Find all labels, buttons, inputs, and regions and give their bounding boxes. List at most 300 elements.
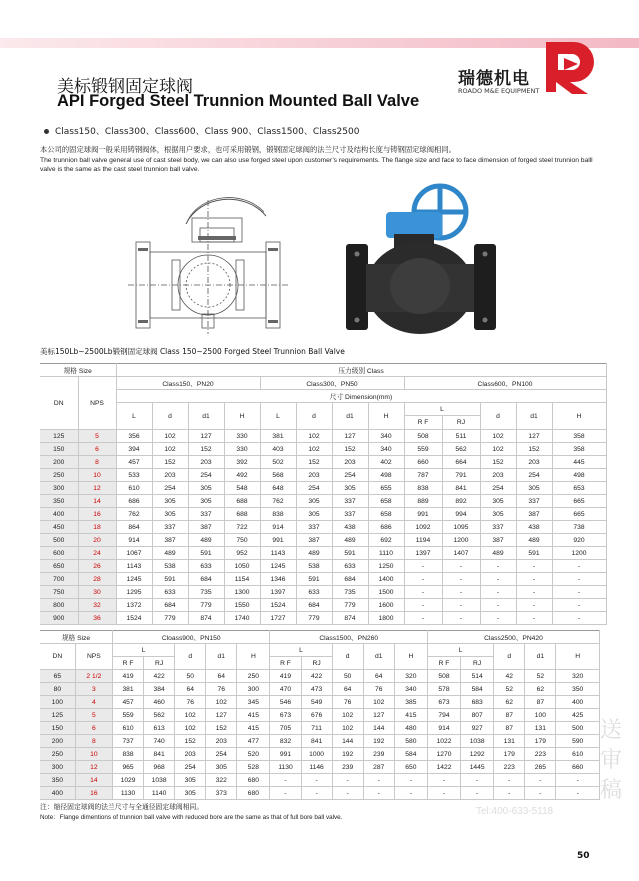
table-cell: - xyxy=(442,586,480,599)
col-l: L xyxy=(113,644,175,657)
table-cell: 422 xyxy=(301,670,332,683)
table-cell: 179 xyxy=(525,735,556,748)
dn-cell: 700 xyxy=(40,573,78,586)
table-cell: 1130 xyxy=(113,787,144,800)
table-cell: 1140 xyxy=(144,787,175,800)
table-cell: 676 xyxy=(301,709,332,722)
table-cell: 1250 xyxy=(368,560,404,573)
table-cell: 100 xyxy=(525,709,556,722)
table-cell: 438 xyxy=(516,521,552,534)
table-cell: 64 xyxy=(363,670,394,683)
table-cell: - xyxy=(480,599,516,612)
table-cell: 684 xyxy=(332,573,368,586)
table-cell: 152 xyxy=(332,443,368,456)
intro-text-cn: 本公司的固定球阀一般采用铸钢阀体，根据用户要求，也可采用锻钢，锻钢固定球阀的法兰尺寸及结构长度与铸钢固定球阀相同。 xyxy=(40,145,456,154)
nps-cell: 2 1/2 xyxy=(75,670,112,683)
col-d1: d1 xyxy=(363,644,394,670)
watermark-tel: Tel:400-633-5118 xyxy=(476,806,554,817)
table-cell: 152 xyxy=(516,443,552,456)
table-cell: 688 xyxy=(224,508,260,521)
table-cell: 337 xyxy=(332,508,368,521)
table-cell: 653 xyxy=(552,482,606,495)
table-cell: 1524 xyxy=(260,599,296,612)
table-cell: 562 xyxy=(144,709,175,722)
dn-header: DN xyxy=(40,644,75,670)
table-cell: 1130 xyxy=(270,761,301,774)
table-cell: 1727 xyxy=(260,612,296,625)
class600-header: Class600、PN100 xyxy=(404,377,606,390)
intro-text-en: The trunnion ball valve general use of cast steel body, we can also use forged steel upon customer’s requirements. The flange size and face to face dimension of forged steel trunnion balll valve is the same as the cast steel trunnion ball valve. xyxy=(40,157,593,173)
nps-header: NPS xyxy=(75,644,112,670)
table-cell: - xyxy=(442,612,480,625)
table-cell: 254 xyxy=(175,761,206,774)
table-cell: 64 xyxy=(332,683,363,696)
dimension-table-class150-600 xyxy=(40,363,607,625)
table-cell: 1143 xyxy=(116,560,152,573)
table-cell: 591 xyxy=(188,547,224,560)
nps-cell: 30 xyxy=(78,586,116,599)
table-cell: 350 xyxy=(556,683,600,696)
table-cell: 864 xyxy=(116,521,152,534)
table-cell: 692 xyxy=(368,534,404,547)
table-cell: 415 xyxy=(394,709,427,722)
table-cell: 356 xyxy=(116,430,152,443)
table-cell: 305 xyxy=(296,495,332,508)
brand-name-cn: 瑞德机电 xyxy=(458,69,530,89)
nps-cell: 10 xyxy=(75,748,112,761)
col-rj: RJ xyxy=(461,657,494,670)
table-cell: 305 xyxy=(188,482,224,495)
table-cell: 511 xyxy=(442,430,480,443)
table-cell: 52 xyxy=(525,670,556,683)
table-cell: 750 xyxy=(224,534,260,547)
col-l: L xyxy=(270,644,332,657)
table-cell: 250 xyxy=(237,670,270,683)
table-cell: 807 xyxy=(461,709,494,722)
nps-header: NPS xyxy=(78,377,116,430)
table-row xyxy=(40,586,606,599)
table-cell: 508 xyxy=(404,430,442,443)
table-cell: - xyxy=(525,787,556,800)
col-rf: R F xyxy=(270,657,301,670)
table-cell: 633 xyxy=(152,586,188,599)
table-cell: 684 xyxy=(296,599,332,612)
table-cell: 633 xyxy=(332,560,368,573)
col-l: L xyxy=(116,403,152,430)
col-d: d xyxy=(296,403,332,430)
table-cell: 305 xyxy=(480,508,516,521)
table-cell: 838 xyxy=(404,482,442,495)
table-row xyxy=(40,696,600,709)
pressure-class-header: 压力级别 Class xyxy=(116,364,606,377)
table-cell: 568 xyxy=(260,469,296,482)
table-cell: 874 xyxy=(188,612,224,625)
table-cell: 520 xyxy=(237,748,270,761)
table-cell: 1146 xyxy=(301,761,332,774)
table-cell: 1022 xyxy=(427,735,460,748)
table-row xyxy=(40,748,600,761)
table-cell: 337 xyxy=(188,508,224,521)
table-cell: 914 xyxy=(260,521,296,534)
dimension-header: 尺寸 Dimension(mm) xyxy=(116,390,606,403)
table-cell: 610 xyxy=(113,722,144,735)
table-cell: 337 xyxy=(516,495,552,508)
table-cell: - xyxy=(461,787,494,800)
dn-cell: 125 xyxy=(40,709,75,722)
table-cell: 658 xyxy=(368,508,404,521)
table-row xyxy=(40,560,606,573)
table-cell: 1740 xyxy=(224,612,260,625)
nps-cell: 4 xyxy=(75,696,112,709)
col-d: d xyxy=(175,644,206,670)
dn-cell: 200 xyxy=(40,735,75,748)
table-cell: 660 xyxy=(404,456,442,469)
table-cell: 223 xyxy=(525,748,556,761)
table-cell: 480 xyxy=(394,722,427,735)
table-cell: 76 xyxy=(332,696,363,709)
table-cell: - xyxy=(270,774,301,787)
table-cell: 1300 xyxy=(224,586,260,599)
table-cell: 838 xyxy=(260,508,296,521)
page-number: 50 xyxy=(577,851,590,861)
dn-cell: 750 xyxy=(40,586,78,599)
table-cell: 42 xyxy=(494,670,525,683)
nps-cell: 6 xyxy=(75,722,112,735)
table-row xyxy=(40,534,606,547)
table-cell: 489 xyxy=(332,534,368,547)
table-cell: 387 xyxy=(188,521,224,534)
dn-cell: 350 xyxy=(40,774,75,787)
dn-cell: 350 xyxy=(40,495,78,508)
valve-product-photo xyxy=(340,182,500,342)
table-cell: 340 xyxy=(394,683,427,696)
table-cell: 498 xyxy=(368,469,404,482)
dn-cell: 150 xyxy=(40,722,75,735)
table-cell: 102 xyxy=(363,696,394,709)
table-cell: - xyxy=(404,612,442,625)
table-cell: 394 xyxy=(116,443,152,456)
table-cell: 1095 xyxy=(442,521,480,534)
class-list xyxy=(44,124,359,137)
table-cell: 779 xyxy=(296,612,332,625)
col-h: H xyxy=(556,644,600,670)
col-l-group xyxy=(404,403,480,430)
table-cell: 489 xyxy=(152,547,188,560)
table-cell: 498 xyxy=(552,469,606,482)
table-cell: 832 xyxy=(270,735,301,748)
table-cell: - xyxy=(552,560,606,573)
table-cell: 991 xyxy=(404,508,442,521)
table-cell: 914 xyxy=(427,722,460,735)
table-cell: 762 xyxy=(116,508,152,521)
table-cell: 239 xyxy=(332,761,363,774)
page-title-cn: 美标锻钢固定球阀 xyxy=(57,77,193,97)
table-cell: 102 xyxy=(332,709,363,722)
table-cell: 562 xyxy=(442,443,480,456)
table-cell: 438 xyxy=(332,521,368,534)
table-cell: 1050 xyxy=(224,560,260,573)
table-cell: - xyxy=(394,787,427,800)
table-row xyxy=(40,573,606,586)
table-cell: 470 xyxy=(270,683,301,696)
table-row xyxy=(40,521,606,534)
table-cell: 415 xyxy=(237,722,270,735)
table-cell: 203 xyxy=(332,456,368,469)
table-cell: 192 xyxy=(363,735,394,748)
table-cell: 1110 xyxy=(368,547,404,560)
dn-cell: 450 xyxy=(40,521,78,534)
nps-cell: 26 xyxy=(78,560,116,573)
table-cell: 457 xyxy=(113,696,144,709)
table-cell: 381 xyxy=(260,430,296,443)
table-cell: 914 xyxy=(116,534,152,547)
table-cell: - xyxy=(404,599,442,612)
brand-name-en: ROADO M&E EQUIPMENT xyxy=(458,87,540,95)
table-cell: 254 xyxy=(480,482,516,495)
table-cell: 1029 xyxy=(113,774,144,787)
table-row xyxy=(40,456,606,469)
table-cell: 127 xyxy=(516,430,552,443)
table-cell: 965 xyxy=(113,761,144,774)
table-cell: 152 xyxy=(480,456,516,469)
table-cell: 546 xyxy=(270,696,301,709)
table-cell: 337 xyxy=(152,521,188,534)
table-cell: 705 xyxy=(270,722,301,735)
dn-cell: 400 xyxy=(40,508,78,521)
table-cell: - xyxy=(442,560,480,573)
nps-cell: 28 xyxy=(78,573,116,586)
table-cell: 152 xyxy=(206,722,237,735)
table-cell: - xyxy=(552,586,606,599)
table-row xyxy=(40,735,600,748)
table-cell: 62 xyxy=(525,683,556,696)
table-cell: 1445 xyxy=(461,761,494,774)
table-row xyxy=(40,683,600,696)
table-cell: 127 xyxy=(363,709,394,722)
table-cell: - xyxy=(552,599,606,612)
table-cell: 64 xyxy=(206,670,237,683)
table-cell: 684 xyxy=(152,599,188,612)
dn-cell: 80 xyxy=(40,683,75,696)
table-cell: 305 xyxy=(480,495,516,508)
table-cell: - xyxy=(461,774,494,787)
table-cell: 340 xyxy=(368,443,404,456)
table-cell: 287 xyxy=(363,761,394,774)
table-cell: 762 xyxy=(260,495,296,508)
table-cell: 655 xyxy=(368,482,404,495)
table-cell: 384 xyxy=(144,683,175,696)
table-cell: 991 xyxy=(260,534,296,547)
col-rj: RJ xyxy=(301,657,332,670)
table-cell: 892 xyxy=(442,495,480,508)
nps-cell: 12 xyxy=(78,482,116,495)
col-rj: RJ xyxy=(144,657,175,670)
table-cell: 473 xyxy=(301,683,332,696)
table-cell: 580 xyxy=(394,735,427,748)
table-cell: 1143 xyxy=(260,547,296,560)
table-row xyxy=(40,508,606,521)
table-cell: 305 xyxy=(175,774,206,787)
col-h: H xyxy=(394,644,427,670)
table-cell: 686 xyxy=(368,521,404,534)
table-cell: 387 xyxy=(480,534,516,547)
table-cell: 1500 xyxy=(368,586,404,599)
size-header: 规格 Size xyxy=(40,364,116,377)
table-cell: 62 xyxy=(494,696,525,709)
table-cell: 738 xyxy=(552,521,606,534)
table-cell: 254 xyxy=(296,482,332,495)
table-cell: 144 xyxy=(363,722,394,735)
dn-cell: 250 xyxy=(40,469,78,482)
table-cell: 1372 xyxy=(116,599,152,612)
table-cell: 1400 xyxy=(368,573,404,586)
dn-cell: 900 xyxy=(40,612,78,625)
table-cell: 1200 xyxy=(552,547,606,560)
table-cell: 52 xyxy=(494,683,525,696)
table-cell: 203 xyxy=(175,748,206,761)
table-cell: 1245 xyxy=(260,560,296,573)
table-cell: - xyxy=(394,774,427,787)
table-cell: - xyxy=(480,560,516,573)
table-cell: 779 xyxy=(332,599,368,612)
table-cell: 740 xyxy=(144,735,175,748)
table-cell: 794 xyxy=(427,709,460,722)
table-cell: 1600 xyxy=(368,599,404,612)
table-cell: 489 xyxy=(296,547,332,560)
table-row xyxy=(40,469,606,482)
table-cell: 358 xyxy=(552,430,606,443)
col-d: d xyxy=(480,403,516,430)
table-cell: 358 xyxy=(552,443,606,456)
table-cell: 305 xyxy=(188,495,224,508)
bullet-icon xyxy=(44,129,49,134)
table-cell: 102 xyxy=(480,430,516,443)
table-cell: 610 xyxy=(116,482,152,495)
table-cell: 254 xyxy=(188,469,224,482)
table-cell: 403 xyxy=(260,443,296,456)
table-cell: - xyxy=(494,774,525,787)
table-cell: - xyxy=(442,573,480,586)
nps-cell: 14 xyxy=(78,495,116,508)
table-cell: 179 xyxy=(494,748,525,761)
table-cell: 1292 xyxy=(461,748,494,761)
table-cell: 991 xyxy=(270,748,301,761)
table-cell: 591 xyxy=(296,573,332,586)
table-cell: - xyxy=(516,599,552,612)
table-cell: 254 xyxy=(152,482,188,495)
table-cell: 514 xyxy=(461,670,494,683)
table-cell: 305 xyxy=(175,787,206,800)
table-cell: 688 xyxy=(224,495,260,508)
col-l: L xyxy=(405,403,480,416)
table-cell: - xyxy=(516,612,552,625)
table-cell: 330 xyxy=(224,443,260,456)
table-cell: 445 xyxy=(552,456,606,469)
dn-cell: 250 xyxy=(40,748,75,761)
table-cell: 610 xyxy=(556,748,600,761)
table-cell: - xyxy=(480,612,516,625)
col-d: d xyxy=(494,644,525,670)
dn-cell: 400 xyxy=(40,787,75,800)
table-cell: 533 xyxy=(116,469,152,482)
table-cell: - xyxy=(552,573,606,586)
table-cell: 889 xyxy=(404,495,442,508)
dn-cell: 650 xyxy=(40,560,78,573)
table-cell: 87 xyxy=(525,696,556,709)
table-row xyxy=(40,787,600,800)
nps-cell: 16 xyxy=(78,508,116,521)
table-cell: 254 xyxy=(206,748,237,761)
table-cell: 127 xyxy=(206,709,237,722)
table-cell: 385 xyxy=(394,696,427,709)
table-cell: 735 xyxy=(332,586,368,599)
table-cell: 305 xyxy=(152,508,188,521)
col-d1: d1 xyxy=(206,644,237,670)
table-cell: 841 xyxy=(442,482,480,495)
table-cell: 127 xyxy=(332,430,368,443)
nps-cell: 8 xyxy=(78,456,116,469)
table-cell: 779 xyxy=(188,599,224,612)
table-row xyxy=(40,774,600,787)
class150-header: Class150、PN20 xyxy=(116,377,260,390)
table-row xyxy=(40,670,600,683)
table-cell: 76 xyxy=(206,683,237,696)
table-cell: 254 xyxy=(332,469,368,482)
col-d1: d1 xyxy=(188,403,224,430)
table-cell: 1524 xyxy=(116,612,152,625)
nps-cell: 5 xyxy=(75,709,112,722)
table-cell: 102 xyxy=(296,443,332,456)
table-cell: 1407 xyxy=(442,547,480,560)
table-cell: 1245 xyxy=(116,573,152,586)
col-d: d xyxy=(332,644,363,670)
table-cell: 254 xyxy=(516,469,552,482)
table-cell: 460 xyxy=(144,696,175,709)
table-cell: 102 xyxy=(296,430,332,443)
table-cell: 660 xyxy=(556,761,600,774)
table-cell: 102 xyxy=(175,722,206,735)
table-cell: 50 xyxy=(175,670,206,683)
table-cell: 673 xyxy=(427,696,460,709)
table-cell: 538 xyxy=(296,560,332,573)
table-cell: 1800 xyxy=(368,612,404,625)
table-cell: 538 xyxy=(152,560,188,573)
dimension-table-class900-2500 xyxy=(40,630,600,800)
table-cell: 665 xyxy=(552,508,606,521)
table-cell: 87 xyxy=(494,722,525,735)
table-cell: 548 xyxy=(224,482,260,495)
col-h: H xyxy=(368,403,404,430)
table-cell: 1067 xyxy=(116,547,152,560)
note-cn: 注：缩径固定球阀的法兰尺寸与全通径固定球阀相同。 xyxy=(40,803,204,811)
table-cell: 838 xyxy=(113,748,144,761)
table-cell: 683 xyxy=(461,696,494,709)
table-cell: 305 xyxy=(332,482,368,495)
table-cell: 584 xyxy=(461,683,494,696)
table-cell: 874 xyxy=(332,612,368,625)
table-cell: - xyxy=(270,787,301,800)
nps-cell: 3 xyxy=(75,683,112,696)
table-cell: 152 xyxy=(296,456,332,469)
table-cell: 500 xyxy=(556,722,600,735)
table-cell: - xyxy=(516,560,552,573)
size-header: 规格 Size xyxy=(40,631,113,644)
table-cell: - xyxy=(332,787,363,800)
nps-cell: 20 xyxy=(78,534,116,547)
table-cell: 1200 xyxy=(442,534,480,547)
table-cell: 477 xyxy=(237,735,270,748)
table-cell: 633 xyxy=(188,560,224,573)
